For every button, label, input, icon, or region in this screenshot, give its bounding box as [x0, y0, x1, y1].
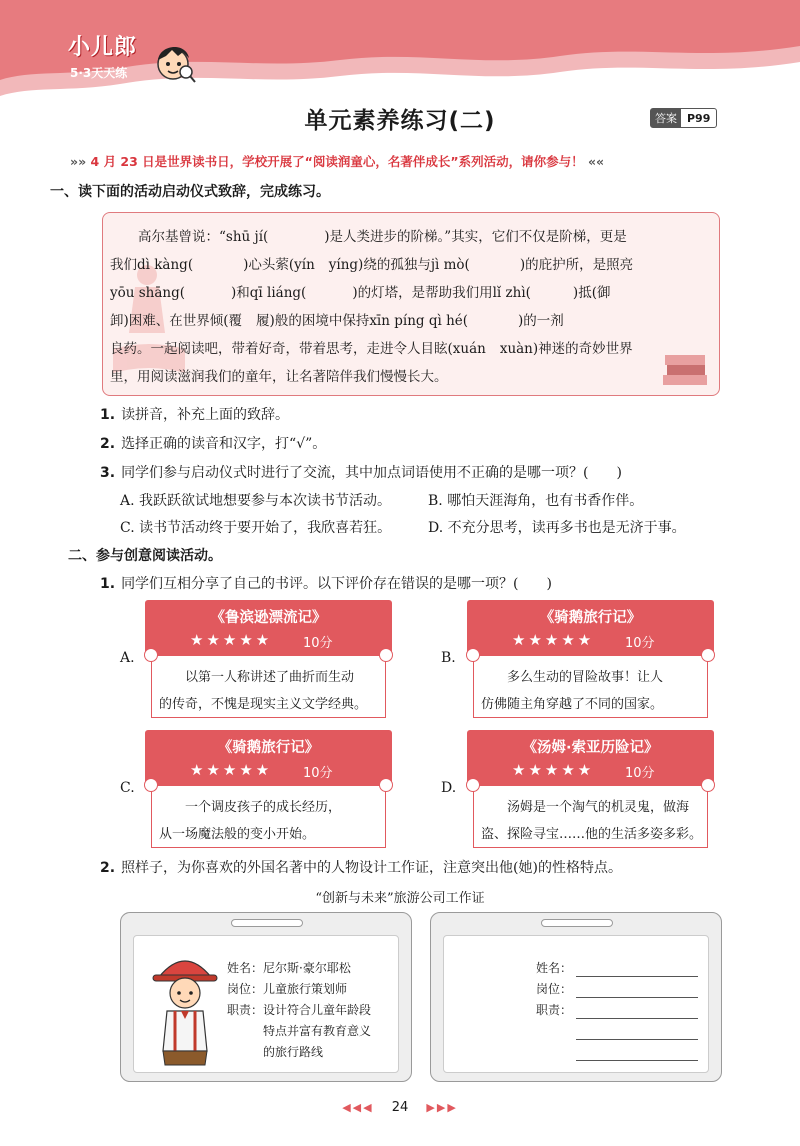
badge-slot [231, 919, 303, 927]
sample-duty-line: 特点并富有教育意义 [263, 1024, 372, 1038]
sample-work-badge [120, 912, 412, 1082]
duty-input-line[interactable] [576, 1018, 698, 1019]
card-notch [144, 648, 158, 662]
boy-character-icon [145, 947, 225, 1067]
card-b-letter[interactable]: B. [441, 650, 456, 666]
badge-slot [541, 919, 613, 927]
chevron-right-icon: »» [70, 154, 91, 169]
question-1-3: 3. 同学们参与启动仪式时进行了交流，其中加点词语使用不正确的是哪一项？( ) [100, 465, 622, 481]
card-notch [466, 778, 480, 792]
card-score: 10分 [625, 636, 655, 651]
card-notch [701, 648, 715, 662]
card-book-title: 《汤姆·索亚历险记》 [522, 740, 659, 756]
duty-input-line[interactable] [576, 1039, 698, 1040]
card-c-letter[interactable]: C. [120, 780, 135, 796]
post-input-line[interactable] [576, 997, 698, 998]
brand-name: 小儿郎 [68, 35, 138, 60]
question-2-1: 1. 同学们互相分享了自己的书评。以下评价存在错误的是哪一项？( ) [100, 576, 552, 592]
name-input-line[interactable] [576, 976, 698, 977]
page-number: 24 [391, 1100, 409, 1115]
section-1-heading: 一、读下面的活动启动仪式致辞，完成练习。 [50, 184, 330, 200]
sample-name: 姓名：尼尔斯·豪尔耶松 [227, 961, 351, 975]
card-book-title: 《骑鹅旅行记》 [217, 740, 320, 756]
question-1-1: 1. 读拼音，补充上面的致辞。 [100, 407, 290, 423]
speech-line: 里，用阅读滋润我们的童年，让名著陪伴我们慢慢长大。 [110, 369, 448, 385]
sample-duty: 职责：设计符合儿童年龄段 [227, 1003, 372, 1017]
review-card-b[interactable] [467, 600, 714, 718]
blank-post-label: 岗位： [536, 982, 573, 996]
speech-line: 高尔基曾说：“shū jí( )是人类进步的阶梯。”其实，它们不仅是阶梯，更是 [138, 229, 627, 245]
card-rating-stars: ★★★★★ [190, 631, 273, 649]
card-d-letter[interactable]: D. [441, 780, 457, 796]
option-a[interactable]: A. 我跃跃欲试地想要参与本次读书节活动。 [120, 493, 392, 509]
card-notch [466, 648, 480, 662]
answer-page: P99 [687, 111, 711, 125]
card-rating-stars: ★★★★★ [512, 631, 595, 649]
sample-post: 岗位：儿童旅行策划师 [227, 982, 348, 996]
mascot-icon [150, 36, 196, 92]
card-rating-stars: ★★★★★ [190, 761, 273, 779]
option-b[interactable]: B. 哪怕天涯海角，也有书香作伴。 [428, 493, 644, 509]
intro-banner [70, 152, 604, 170]
card-review: 汤姆是一个淘气的机灵鬼，做海 盗、探险寻宝……他的生活多姿多彩。 [481, 800, 703, 842]
badge-inner [443, 935, 709, 1073]
card-notch [379, 648, 393, 662]
question-2-2: 2. 照样子，为你喜欢的外国名著中的人物设计工作证，注意突出他(她)的性格特点。 [100, 860, 622, 876]
card-review: 一个调皮孩子的成长经历， 从一场魔法般的变小开始。 [159, 800, 342, 842]
option-c[interactable]: C. 读书节活动终于要开始了，我欣喜若狂。 [120, 520, 392, 536]
duty-input-line[interactable] [576, 1060, 698, 1061]
speech-line: yōu shāng( )和qī liáng( )的灯塔，是帮助我们用lǐ zhì( )抵(御 [110, 285, 611, 301]
card-notch [379, 778, 393, 792]
next-arrows-icon: ▶▶▶ [426, 1101, 458, 1114]
option-d[interactable]: D. 不充分思考，读再多书也是无济于事。 [428, 520, 686, 536]
sample-duty-line: 的旅行路线 [263, 1045, 324, 1059]
section-2-heading: 二、参与创意阅读活动。 [68, 548, 222, 564]
card-score: 10分 [303, 766, 333, 781]
card-notch [144, 778, 158, 792]
badge-caption: “创新与未来”旅游公司工作证 [315, 891, 485, 906]
card-review: 多么生动的冒险故事！让人 仿佛随主角穿越了不同的国家。 [481, 670, 664, 712]
card-rating-stars: ★★★★★ [512, 761, 595, 779]
card-score: 10分 [625, 766, 655, 781]
blank-work-badge [430, 912, 722, 1082]
card-notch [701, 778, 715, 792]
answer-label: 答案 [651, 109, 681, 127]
chevron-left-icon: «« [583, 154, 605, 169]
card-a-letter[interactable]: A. [120, 650, 135, 666]
speech-line: 卸)困难、在世界倾(覆 履)般的困境中保持xīn píng qì hé( )的一剂 [110, 313, 564, 329]
review-card-d[interactable] [467, 730, 714, 848]
intro-text: 4 月 23 日是世界读书日，学校开展了“阅读润童心，名著伴成长”系列活动，请你参与！ [90, 154, 584, 169]
prev-arrows-icon: ◀◀◀ [342, 1101, 374, 1114]
speech-line: 良药。一起阅读吧，带着好奇，带着思考，走进令人目眩(xuán xuàn)神迷的奇妙世界 [110, 341, 633, 357]
blank-name-label: 姓名： [536, 961, 573, 975]
speech-text [110, 223, 710, 391]
answer-reference[interactable] [650, 108, 717, 128]
question-1-2: 2. 选择正确的读音和汉字，打“√”。 [100, 436, 327, 452]
page-footer [0, 1100, 800, 1115]
brand-subtitle: 5·3天天练 [70, 66, 128, 80]
page-title: 单元素养练习(二) [304, 108, 496, 134]
review-card-c[interactable] [145, 730, 392, 848]
card-review: 以第一人称讲述了曲折而生动 的传奇，不愧是现实主义文学经典。 [159, 670, 368, 712]
speech-line: 我们dì kàng( )心头萦(yín yíng)绕的孤独与jì mò( )的庇护所，是照亮 [110, 257, 634, 273]
card-book-title: 《骑鹅旅行记》 [539, 610, 642, 626]
review-card-a[interactable] [145, 600, 392, 718]
card-score: 10分 [303, 636, 333, 651]
card-book-title: 《鲁滨逊漂流记》 [210, 610, 327, 626]
blank-duty-label: 职责： [536, 1003, 573, 1017]
